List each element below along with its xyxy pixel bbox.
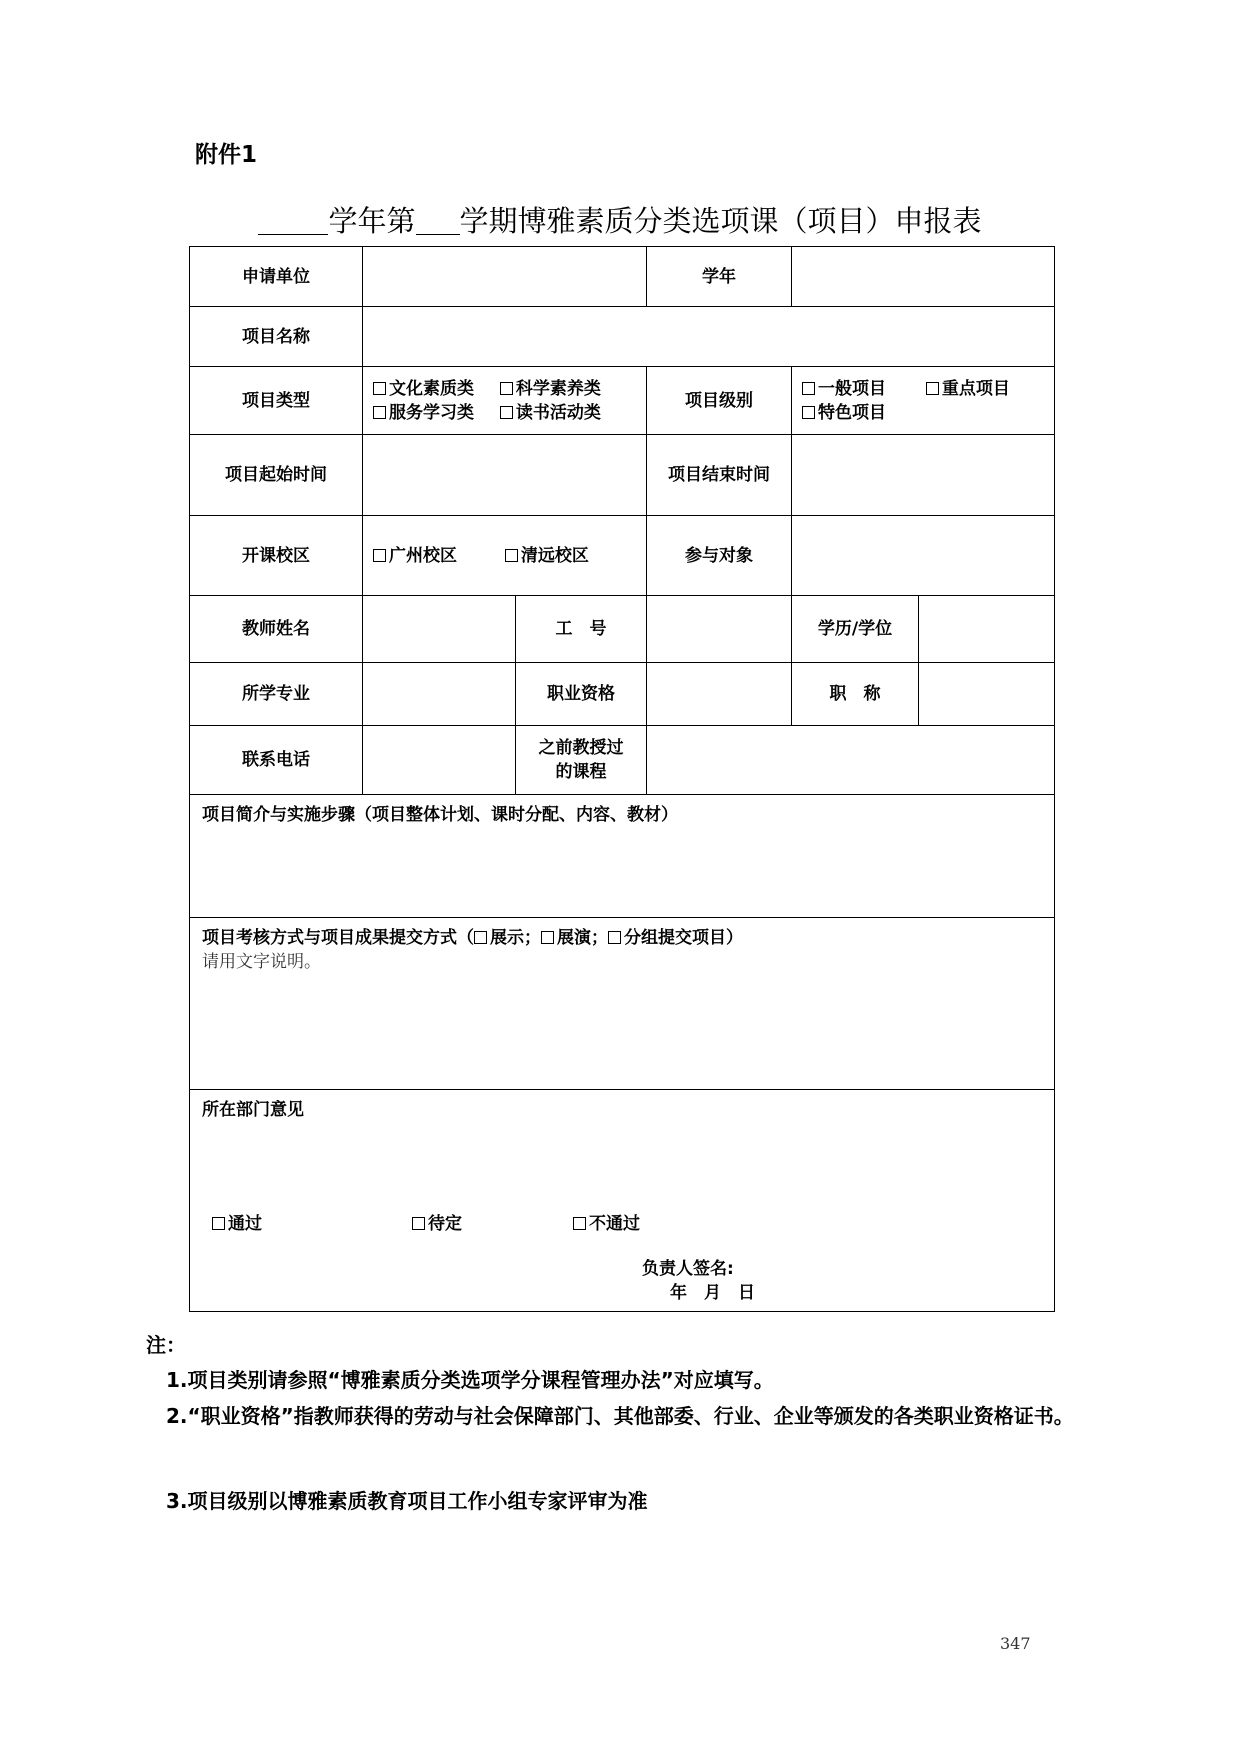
checkbox-icon[interactable] xyxy=(474,931,487,944)
signature-label: 负责人签名: xyxy=(642,1259,734,1279)
option-featured[interactable]: 特色项目 xyxy=(802,403,886,423)
checkbox-icon xyxy=(573,1217,586,1230)
major-label: 所学专业 xyxy=(190,663,363,726)
option-service[interactable]: 服务学习类 xyxy=(373,403,474,423)
option-reading[interactable]: 读书活动类 xyxy=(500,403,601,423)
staff-id-label: 工 号 xyxy=(516,596,647,663)
phone-field[interactable] xyxy=(363,726,516,795)
prev-courses-label: 之前教授过的课程 xyxy=(516,726,647,795)
checkbox-icon xyxy=(500,382,513,395)
school-year-field[interactable] xyxy=(792,247,1055,307)
checkbox-icon xyxy=(373,382,386,395)
qualification-label: 职业资格 xyxy=(516,663,647,726)
project-type-options xyxy=(363,367,647,435)
assessment-section[interactable] xyxy=(190,918,1055,1090)
title-field[interactable] xyxy=(919,663,1055,726)
checkbox-icon xyxy=(373,549,386,562)
checkbox-icon xyxy=(505,549,518,562)
major-field[interactable] xyxy=(363,663,516,726)
option-science[interactable]: 科学素养类 xyxy=(500,379,601,399)
applicant-unit-field[interactable] xyxy=(363,247,647,307)
project-level-label: 项目级别 xyxy=(647,367,792,435)
project-level-options xyxy=(792,367,1055,435)
option-qingyuan[interactable]: 清远校区 xyxy=(505,546,589,566)
project-type-label: 项目类型 xyxy=(190,367,363,435)
school-year-label: 学年 xyxy=(647,247,792,307)
end-time-field[interactable] xyxy=(792,435,1055,516)
decision-pass[interactable]: 通过 xyxy=(212,1212,262,1236)
dept-opinion-label: 所在部门意见 xyxy=(202,1100,304,1120)
intro-label: 项目简介与实施步骤（项目整体计划、课时分配、内容、教材） xyxy=(202,805,678,825)
campus-label: 开课校区 xyxy=(190,516,363,596)
checkbox-icon xyxy=(412,1217,425,1230)
staff-id-field[interactable] xyxy=(647,596,792,663)
end-time-label: 项目结束时间 xyxy=(647,435,792,516)
checkbox-icon xyxy=(802,406,815,419)
project-name-label: 项目名称 xyxy=(190,307,363,367)
title-label: 职 称 xyxy=(792,663,919,726)
year-blank[interactable] xyxy=(258,208,328,235)
form-title: 学年第 学期博雅素质分类选项课（项目）申报表 xyxy=(0,199,1240,240)
start-time-field[interactable] xyxy=(363,435,647,516)
applicant-unit-label: 申请单位 xyxy=(190,247,363,307)
start-time-label: 项目起始时间 xyxy=(190,435,363,516)
semester-blank[interactable] xyxy=(416,208,460,235)
degree-field[interactable] xyxy=(919,596,1055,663)
attachment-label: 附件1 xyxy=(195,142,258,168)
option-key[interactable]: 重点项目 xyxy=(926,379,1010,399)
participants-label: 参与对象 xyxy=(647,516,792,596)
qualification-field[interactable] xyxy=(647,663,792,726)
page-number: 347 xyxy=(1000,1634,1031,1653)
notes-heading: 注： xyxy=(146,1333,186,1357)
assessment-label: 项目考核方式与项目成果提交方式（ 展示； 展演； 分组提交项目） xyxy=(202,928,743,948)
dept-opinion-section[interactable] xyxy=(190,1090,1055,1312)
checkbox-icon[interactable] xyxy=(541,931,554,944)
note-item: 3.项目级别以博雅素质教育项目工作小组专家评审为准 xyxy=(166,1489,648,1513)
assessment-note: 请用文字说明。 xyxy=(202,952,321,972)
option-general[interactable]: 一般项目 xyxy=(802,379,886,399)
campus-options xyxy=(363,516,647,596)
phone-label: 联系电话 xyxy=(190,726,363,795)
degree-label: 学历/学位 xyxy=(792,596,919,663)
option-culture[interactable]: 文化素质类 xyxy=(373,379,474,399)
teacher-name-label: 教师姓名 xyxy=(190,596,363,663)
checkbox-icon xyxy=(802,382,815,395)
application-form xyxy=(189,246,1055,1312)
checkbox-icon xyxy=(500,406,513,419)
note-item: 2.“职业资格”指教师获得的劳动与社会保障部门、其他部委、行业、企业等颁发的各类职业资格证书。 xyxy=(166,1404,1074,1428)
intro-section[interactable] xyxy=(190,795,1055,918)
project-name-field[interactable] xyxy=(363,307,1055,367)
option-guangzhou[interactable]: 广州校区 xyxy=(373,546,457,566)
participants-field[interactable] xyxy=(792,516,1055,596)
checkbox-icon xyxy=(926,382,939,395)
date-label: 年 月 日 xyxy=(670,1283,755,1303)
teacher-name-field[interactable] xyxy=(363,596,516,663)
checkbox-icon xyxy=(373,406,386,419)
checkbox-icon[interactable] xyxy=(608,931,621,944)
decision-pending[interactable]: 待定 xyxy=(412,1212,462,1236)
note-item: 1.项目类别请参照“博雅素质分类选项学分课程管理办法”对应填写。 xyxy=(166,1368,774,1392)
prev-courses-field[interactable] xyxy=(647,726,1055,795)
checkbox-icon xyxy=(212,1217,225,1230)
decision-reject[interactable]: 不通过 xyxy=(573,1212,640,1236)
